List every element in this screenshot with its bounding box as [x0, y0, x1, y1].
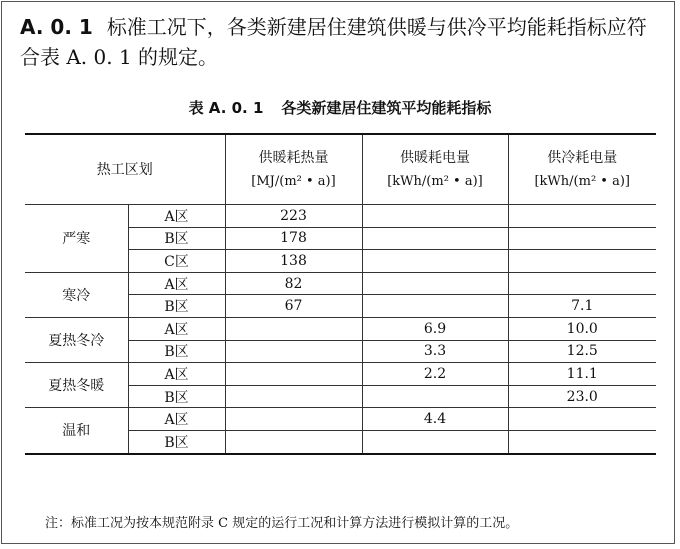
heating-heat-cell	[225, 385, 362, 408]
table-body	[25, 205, 656, 454]
zone-cell: A区	[128, 205, 225, 228]
zone-cell: A区	[128, 408, 225, 431]
heating-elec-cell: 4.4	[362, 408, 508, 431]
zone-cell: B区	[128, 227, 225, 250]
heating-heat-cell: 82	[225, 272, 362, 295]
heating-elec-cell	[362, 430, 508, 453]
heating-heat-cell: 223	[225, 205, 362, 228]
zone-cell: B区	[128, 430, 225, 453]
header-heating-elec-label: 供暖耗电量	[400, 149, 470, 166]
cooling-elec-cell	[508, 408, 656, 431]
region-name: 温和	[25, 408, 128, 454]
cooling-elec-cell: 12.5	[508, 340, 656, 363]
heating-heat-cell: 67	[225, 295, 362, 318]
heating-heat-cell	[225, 317, 362, 340]
header-heating-heat	[225, 134, 362, 205]
zone-cell: B区	[128, 295, 225, 318]
heating-elec-cell: 2.2	[362, 363, 508, 386]
table-caption-number: 表 A. 0. 1	[188, 99, 264, 117]
header-heating-elec-unit: [kWh/(m² • a)]	[387, 173, 483, 189]
cooling-elec-cell: 11.1	[508, 363, 656, 386]
cooling-elec-cell: 10.0	[508, 317, 656, 340]
table-header-row	[25, 134, 656, 205]
table-row	[25, 317, 656, 340]
header-heating-heat-unit: [MJ/(m² • a)]	[251, 173, 336, 189]
cooling-elec-cell: 7.1	[508, 295, 656, 318]
region-name: 夏热冬冷	[25, 317, 128, 362]
cooling-elec-cell	[508, 430, 656, 453]
zone-cell: B区	[128, 385, 225, 408]
table-caption	[0, 97, 680, 118]
cooling-elec-cell	[508, 205, 656, 228]
cooling-elec-cell	[508, 227, 656, 250]
heating-heat-cell: 138	[225, 250, 362, 273]
heating-elec-cell	[362, 205, 508, 228]
heating-elec-cell	[362, 272, 508, 295]
zone-cell: A区	[128, 272, 225, 295]
header-cooling-elec-label: 供冷耗电量	[547, 149, 618, 166]
header-cooling-elec	[508, 134, 656, 205]
header-heating-heat-label: 供暖耗热量	[258, 149, 329, 166]
table-row	[25, 363, 656, 386]
table-row	[25, 408, 656, 431]
energy-table	[25, 133, 656, 455]
region-name: 寒冷	[25, 272, 128, 317]
clause-paragraph	[20, 12, 660, 72]
heating-elec-cell	[362, 250, 508, 273]
heating-heat-cell	[225, 430, 362, 453]
region-name: 夏热冬暖	[25, 363, 128, 408]
table-row	[25, 205, 656, 228]
heating-elec-cell	[362, 385, 508, 408]
header-cooling-elec-unit: [kWh/(m² • a)]	[534, 173, 630, 189]
heating-heat-cell: 178	[225, 227, 362, 250]
zone-cell: B区	[128, 340, 225, 363]
heating-heat-cell	[225, 363, 362, 386]
region-name: 严寒	[25, 205, 128, 273]
zone-cell: A区	[128, 363, 225, 386]
zone-cell: A区	[128, 317, 225, 340]
heating-elec-cell	[362, 295, 508, 318]
clause-number: A. 0. 1	[20, 15, 93, 39]
table-caption-title: 各类新建居住建筑平均能耗指标	[281, 99, 492, 117]
heating-elec-cell	[362, 227, 508, 250]
cooling-elec-cell: 23.0	[508, 385, 656, 408]
header-region: 热工区划	[25, 134, 225, 205]
table-note: 注：标准工况为按本规范附录 C 规定的运行工况和计算方法进行模拟计算的工况。	[45, 516, 519, 531]
zone-cell: C区	[128, 250, 225, 273]
clause-text: 标准工况下，各类新建居住建筑供暖与供冷平均能耗指标应符合表 A. 0. 1 的规定。	[20, 15, 647, 69]
heating-heat-cell	[225, 408, 362, 431]
heating-heat-cell	[225, 340, 362, 363]
table-row	[25, 272, 656, 295]
cooling-elec-cell	[508, 250, 656, 273]
header-heating-elec	[362, 134, 508, 205]
cooling-elec-cell	[508, 272, 656, 295]
heating-elec-cell: 6.9	[362, 317, 508, 340]
heating-elec-cell: 3.3	[362, 340, 508, 363]
